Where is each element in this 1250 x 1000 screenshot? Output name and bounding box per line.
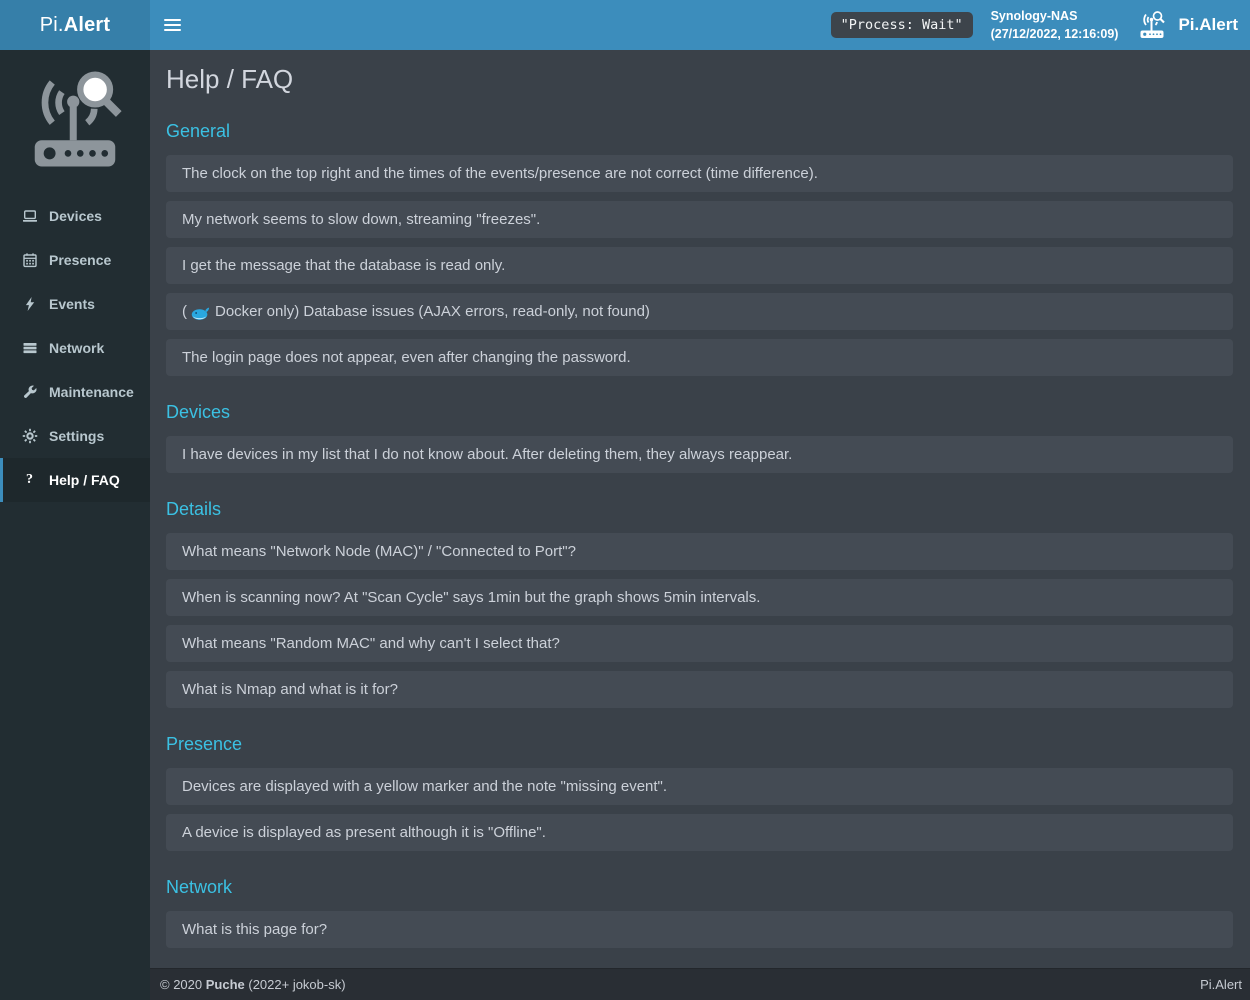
sidebar (0, 50, 150, 1000)
faq-item[interactable] (166, 533, 1233, 570)
section-heading-network: Network (166, 877, 233, 897)
footer-brand: Pi.Alert (1200, 977, 1242, 992)
faq-item-text: Docker only) Database issues (AJAX errors, read-only, not found) (215, 303, 650, 320)
sidebar-item-help-faq[interactable] (0, 458, 150, 502)
sidebar-item-label: Settings (49, 428, 105, 444)
app-logo-suffix: Alert (63, 13, 111, 36)
network-icon (21, 340, 38, 357)
faq-item-text: The clock on the top right and the times of the events/presence are not correct (time difference). (182, 165, 818, 182)
faq-item[interactable] (166, 247, 1233, 284)
footer-copyright: © 2020 Puche (2022+ jokob-sk) (160, 977, 346, 992)
faq-item[interactable] (166, 625, 1233, 662)
sidebar-item-label: Devices (49, 208, 102, 224)
faq-item[interactable] (166, 579, 1233, 616)
faq-item-text: Devices are displayed with a yellow marker and the note "missing event". (182, 778, 668, 795)
faq-item-text: What means "Random MAC" and why can't I select that? (182, 635, 560, 652)
sidebar-item-label: Help / FAQ (49, 472, 120, 488)
laptop-icon (21, 208, 38, 225)
section-heading-presence: Presence (166, 734, 243, 754)
faq-sections (166, 121, 1233, 948)
question-icon: ? (26, 472, 33, 487)
sidebar-item-network[interactable] (0, 326, 150, 370)
sidebar-item-label: Presence (49, 252, 112, 268)
sidebar-item-devices[interactable] (0, 194, 150, 238)
main-content (150, 50, 1250, 968)
faq-item-text: What is Nmap and what is it for? (182, 681, 398, 698)
nas-name: Synology-NAS (990, 8, 1078, 23)
hamburger-icon[interactable] (150, 0, 195, 50)
calendar-icon (21, 252, 38, 269)
faq-item-text: I have devices in my list that I do not know about. After deleting them, they always reappear. (182, 446, 793, 463)
footer-author[interactable]: Puche (205, 977, 245, 992)
faq-item[interactable] (166, 814, 1233, 851)
bolt-icon (21, 296, 38, 313)
faq-item[interactable] (166, 201, 1233, 238)
nas-info (991, 7, 1119, 43)
faq-item-text: My network seems to slow down, streaming "freezes". (182, 211, 541, 228)
section-heading-details: Details (166, 499, 222, 519)
top-navbar (0, 0, 1250, 50)
sidebar-item-presence[interactable] (0, 238, 150, 282)
sidebar-item-label: Events (49, 296, 95, 312)
gear-icon (21, 428, 38, 445)
app-logo[interactable] (0, 0, 150, 50)
sidebar-item-label: Maintenance (49, 384, 134, 400)
navbar-brand-text: Pi.Alert (1178, 15, 1238, 34)
section-heading-devices: Devices (166, 402, 231, 422)
sidebar-menu (0, 194, 150, 502)
faq-item-text: I get the message that the database is read only. (182, 257, 506, 274)
faq-item[interactable] (166, 339, 1233, 376)
router-scan-icon (19, 62, 131, 180)
app-logo-prefix: Pi. (39, 13, 64, 36)
faq-item[interactable] (166, 768, 1233, 805)
faq-item-text-prefix: ( (182, 303, 187, 320)
faq-item[interactable] (166, 671, 1233, 708)
sidebar-item-events[interactable] (0, 282, 150, 326)
page-title: Help / FAQ (166, 64, 294, 94)
faq-item[interactable] (166, 436, 1233, 473)
wrench-icon (21, 384, 38, 401)
faq-item-text: When is scanning now? At "Scan Cycle" says 1min but the graph shows 5min intervals. (182, 589, 761, 606)
hamburger-bars (164, 16, 181, 34)
faq-item[interactable] (166, 911, 1233, 948)
faq-item[interactable] (166, 155, 1233, 192)
router-scan-icon (1136, 9, 1168, 41)
sidebar-item-maintenance[interactable] (0, 370, 150, 414)
navbar-brand[interactable] (1136, 9, 1238, 41)
faq-item[interactable] (166, 293, 1233, 330)
faq-item-text: A device is displayed as present although it is "Offline". (182, 824, 546, 841)
footer (150, 968, 1250, 1000)
faq-item-text: The login page does not appear, even after changing the password. (182, 349, 631, 366)
process-status-badge: "Process: Wait" (831, 12, 973, 38)
faq-item-text: What means "Network Node (MAC)" / "Connected to Port"? (182, 543, 576, 560)
docker-icon (191, 305, 210, 321)
sidebar-item-label: Network (49, 340, 105, 356)
faq-item-text: What is this page for? (182, 921, 328, 938)
section-heading-general: General (166, 121, 231, 141)
nas-time: (27/12/2022, 12:16:09) (990, 27, 1119, 41)
sidebar-item-settings[interactable] (0, 414, 150, 458)
